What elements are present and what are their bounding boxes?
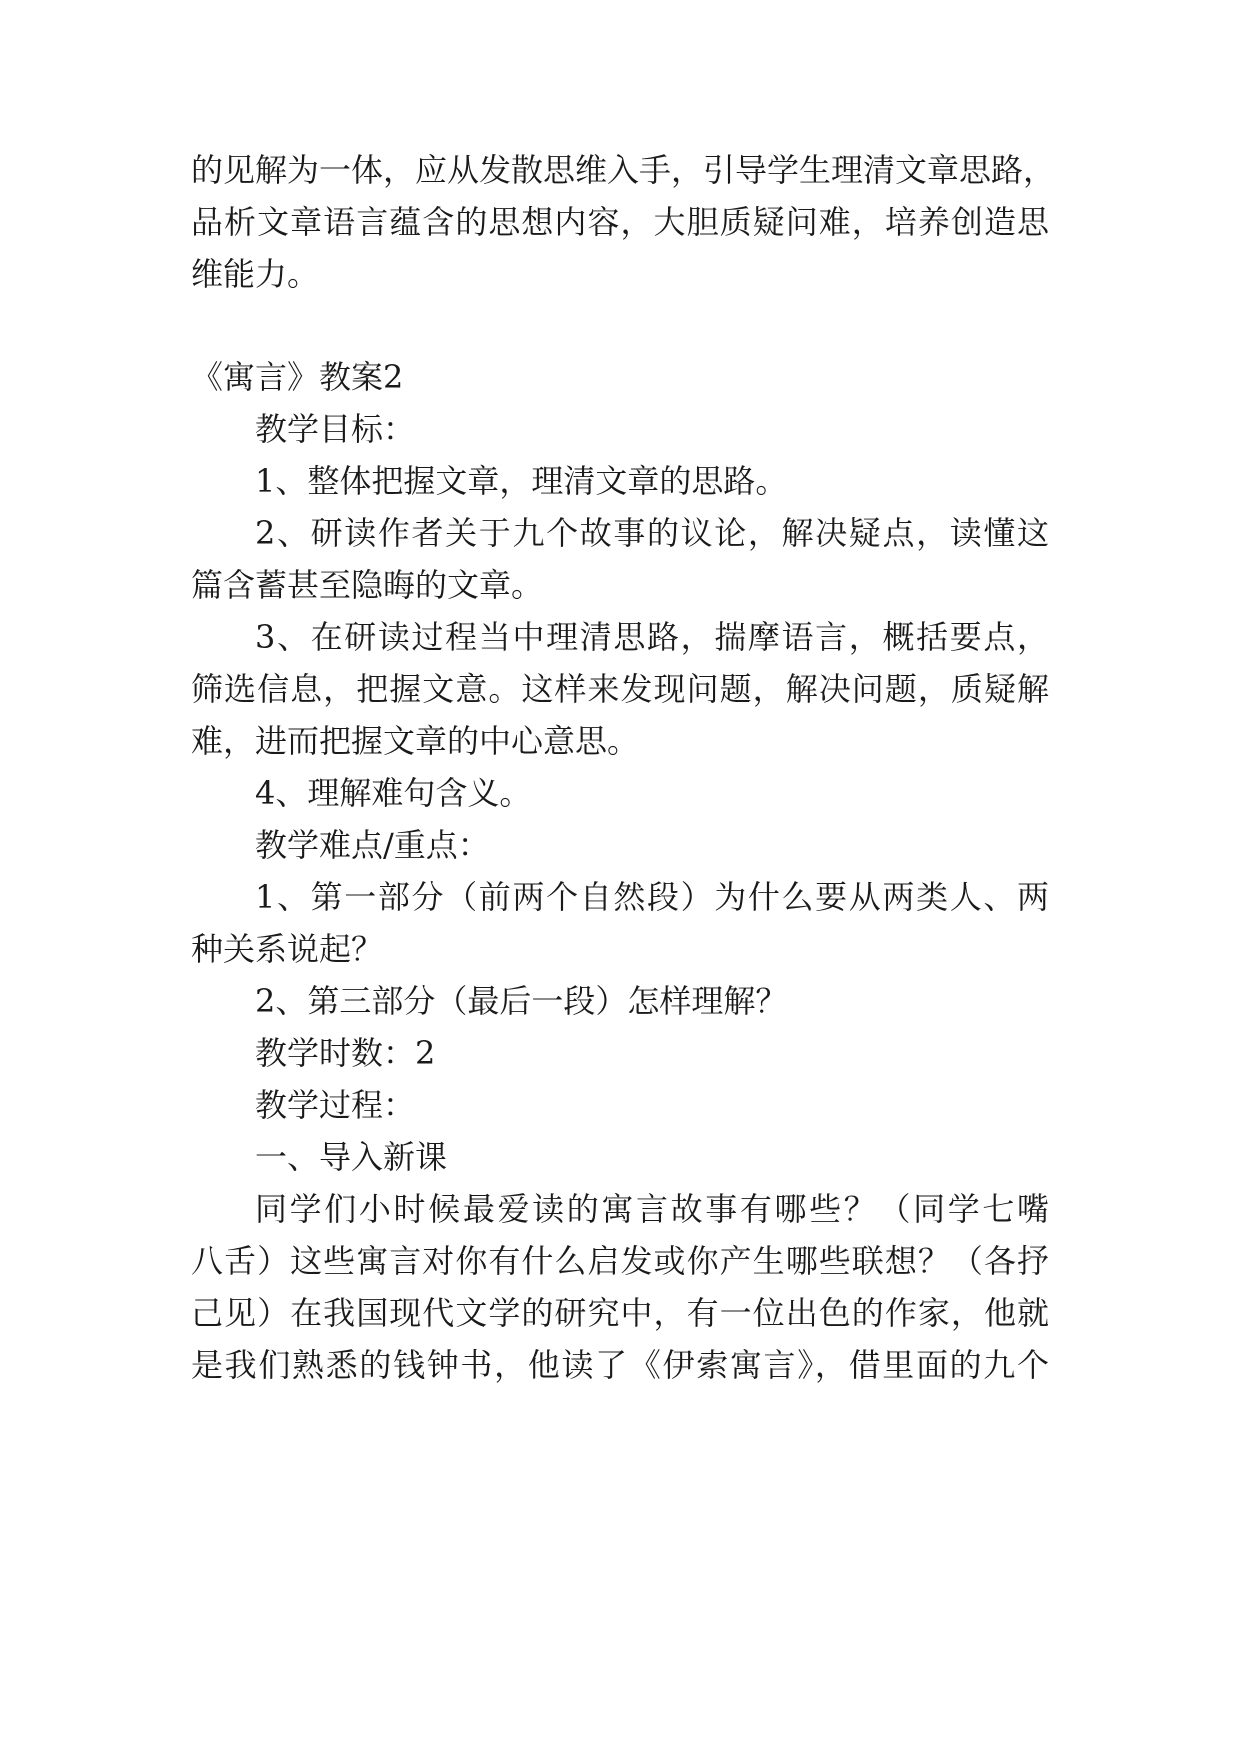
paragraph-line: 1、整体把握文章，理清文章的思路。	[255, 462, 788, 500]
paragraph-line: 维能力。	[191, 255, 320, 293]
paragraph-line: 八舌）这些寓言对你有什么启发或你产生哪些联想？（各抒	[191, 1242, 1049, 1280]
paragraph-line: 2、第三部分（最后一段）怎样理解？	[255, 982, 788, 1020]
paragraph-line: 2、研读作者关于九个故事的议论，解决疑点，读懂这	[255, 514, 1049, 552]
paragraph-line: 3、在研读过程当中理清思路，揣摩语言，概括要点，	[255, 618, 1049, 656]
paragraph-line: 种关系说起？	[191, 930, 384, 968]
difficulties-heading: 教学难点/重点：	[255, 826, 490, 864]
paragraph-line: 的见解为一体，应从发散思维入手，引导学生理清文章思路，	[191, 151, 1056, 189]
paragraph-line: 筛选信息，把握文意。这样来发现问题，解决问题，质疑解	[191, 670, 1049, 708]
paragraph-line: 是我们熟悉的钱钟书，他读了《伊索寓言》，借里面的九个	[191, 1346, 1049, 1384]
section-title: 《寓言》教案2	[191, 358, 404, 396]
subsection-heading: 一、导入新课	[255, 1138, 448, 1176]
paragraph-line: 4、理解难句含义。	[255, 774, 532, 812]
paragraph-line: 己见）在我国现代文学的研究中，有一位出色的作家，他就	[191, 1294, 1049, 1332]
class-hours-line: 教学时数：2	[255, 1034, 436, 1072]
process-heading: 教学过程：	[255, 1086, 416, 1124]
paragraph-line: 1、第一部分（前两个自然段）为什么要从两类人、两	[255, 878, 1049, 916]
paragraph-line: 难，进而把握文章的中心意思。	[191, 722, 640, 760]
paragraph-line: 同学们小时候最爱读的寓言故事有哪些？（同学七嘴	[255, 1190, 1049, 1228]
paragraph-line: 品析文章语言蕴含的思想内容，大胆质疑问难，培养创造思	[191, 203, 1049, 241]
objectives-heading: 教学目标：	[255, 410, 416, 448]
paragraph-line: 篇含蓄甚至隐晦的文章。	[191, 566, 544, 604]
